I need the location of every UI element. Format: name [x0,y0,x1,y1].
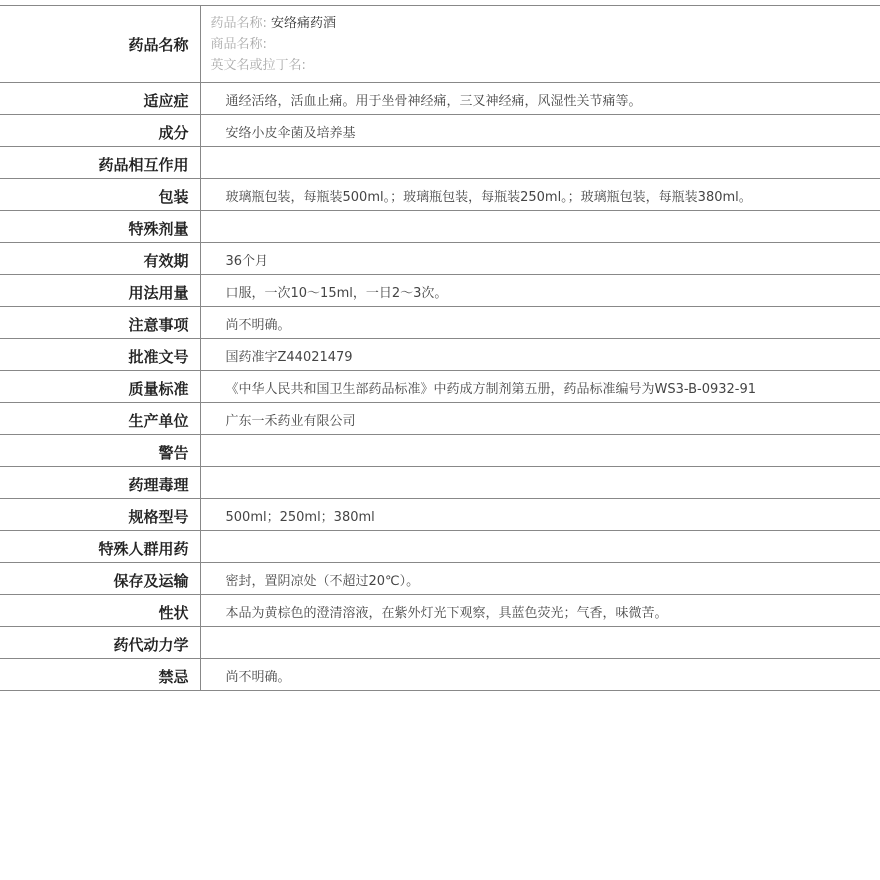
row-label: 有效期 [0,243,200,275]
table-row-warning [0,435,880,467]
row-label: 生产单位 [0,403,200,435]
table-row-special-dosage [0,211,880,243]
table-row-manufacturer [0,403,880,435]
table-row-packaging [0,179,880,211]
row-label: 特殊剂量 [0,211,200,243]
row-value: 尚不明确。 [200,307,880,339]
row-label: 质量标准 [0,371,200,403]
row-value [200,531,880,563]
table-row-ingredients [0,115,880,147]
row-label: 药品名称 [0,6,200,83]
row-label: 药代动力学 [0,627,200,659]
row-value: 500ml；250ml；380ml [200,499,880,531]
row-value [200,467,880,499]
english-name-label: 英文名或拉丁名: [210,58,306,73]
table-row-approval-number [0,339,880,371]
row-value [200,211,880,243]
row-value: 国药准字Z44021479 [200,339,880,371]
english-name-line [211,55,871,76]
generic-name-line [211,13,871,34]
row-value: 密封，置阴凉处（不超过20℃）。 [200,563,880,595]
table-row-specification [0,499,880,531]
table-row-storage [0,563,880,595]
row-value: 广东一禾药业有限公司 [200,403,880,435]
row-label: 成分 [0,115,200,147]
row-label: 特殊人群用药 [0,531,200,563]
table-row-quality-standard [0,371,880,403]
trade-name-label: 商品名称: [210,37,267,52]
table-row-drug-name [0,6,880,83]
table-row-shelf-life [0,243,880,275]
table-row-description [0,595,880,627]
row-label: 包装 [0,179,200,211]
row-label: 批准文号 [0,339,200,371]
row-value [200,147,880,179]
row-value: 本品为黄棕色的澄清溶液，在紫外灯光下观察，具蓝色荧光；气香，味微苦。 [200,595,880,627]
row-label: 规格型号 [0,499,200,531]
row-label: 适应症 [0,83,200,115]
row-label: 注意事项 [0,307,200,339]
row-value: 安络小皮伞菌及培养基 [200,115,880,147]
row-label: 药理毒理 [0,467,200,499]
table-row-pharmacology [0,467,880,499]
table-row-dosage [0,275,880,307]
row-value: 口服，一次10～15ml，一日2～3次。 [200,275,880,307]
generic-name-label: 药品名称: [210,16,267,31]
row-label: 性状 [0,595,200,627]
table-row-interactions [0,147,880,179]
row-label: 药品相互作用 [0,147,200,179]
row-value [200,435,880,467]
table-row-contraindications [0,659,880,691]
table-row-pharmacokinetics [0,627,880,659]
drug-info-table [0,5,880,691]
row-value: 玻璃瓶包装，每瓶装500ml。；玻璃瓶包装，每瓶装250ml。；玻璃瓶包装，每瓶装380ml。 [200,179,880,211]
row-label: 警告 [0,435,200,467]
row-value [200,627,880,659]
row-value: 尚不明确。 [200,659,880,691]
drug-names-cell [200,6,880,83]
trade-name-line [211,34,871,55]
row-value: 36个月 [200,243,880,275]
row-label: 禁忌 [0,659,200,691]
generic-name-value: 安络痛药酒 [271,16,337,31]
table-row-indications [0,83,880,115]
row-label: 用法用量 [0,275,200,307]
table-row-special-populations [0,531,880,563]
table-row-precautions [0,307,880,339]
row-value: 《中华人民共和国卫生部药品标准》中药成方制剂第五册，药品标准编号为WS3-B-0932-91 [200,371,880,403]
row-value: 通经活络，活血止痛。用于坐骨神经痛，三叉神经痛，风湿性关节痛等。 [200,83,880,115]
row-label: 保存及运输 [0,563,200,595]
